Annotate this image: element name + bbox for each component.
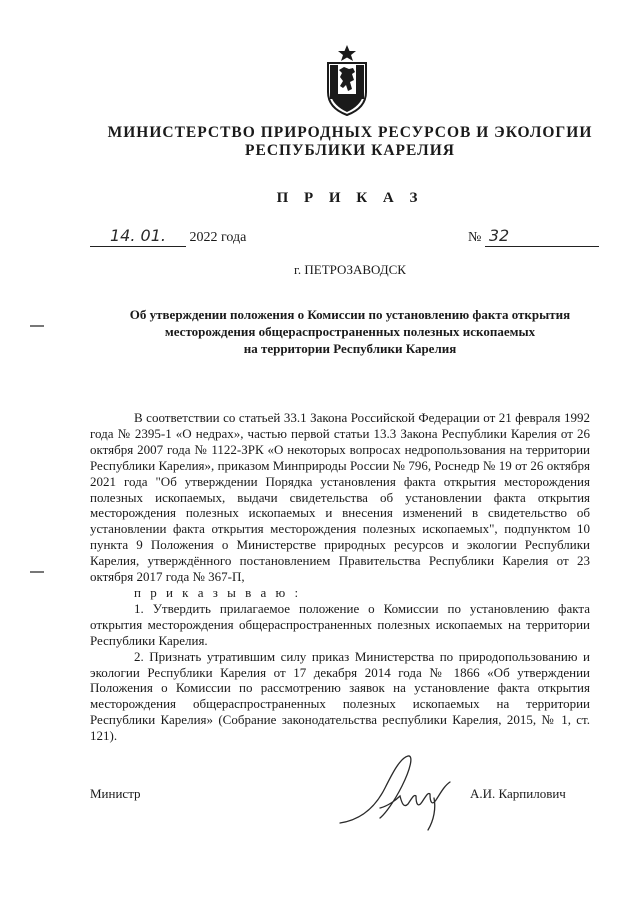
handwritten-date: 14. 01. [110,226,166,245]
order-word: п р и к а з ы в а ю : [134,584,302,600]
document-type-title: П Р И К А З [276,190,424,206]
order-item-2: 2. Признать утратившим силу приказ Министерства по природопользованию и экологии Республики Карелия от 17 декабря 2014 года № 1866 «Об утверждении Положения о Комиссии по рассмотрению заявок на установление факта открытия месторождения общераспространенных полезных ископаемых на территории Республики Карелия» (Собрание законодательства республики Карелия, 2015, № 1, ст. 121). [90,648,590,744]
handwritten-signature-icon [330,748,470,838]
number-label: № [468,230,482,245]
subject-line-2: месторождения общераспространенных полезных ископаемых [164,324,536,339]
order-year: 2022 года [186,230,247,245]
ministry-name-line-2: РЕСПУБЛИКИ КАРЕЛИЯ [245,142,455,159]
karelia-coat-of-arms-icon [322,44,372,116]
subject-line-1: Об утверждении положения о Комиссии по установлению факта открытия [129,307,571,322]
signatory-name: А.И. Карпилович [470,786,566,801]
margin-mark [30,325,44,327]
signatory-title: Министр [90,786,141,801]
ministry-name-line-1: МИНИСТЕРСТВО ПРИРОДНЫХ РЕСУРСОВ И ЭКОЛОГИИ [107,124,593,141]
order-body [90,410,590,744]
order-subject [70,306,630,357]
order-number [468,226,599,247]
city-name: г. ПЕТРОЗАВОДСК [294,262,406,277]
order-item-1: 1. Утвердить прилагаемое положение о Комиссии по установлению факта открытия месторождения общераспространенных полезных ископаемых на территории Республики Карелия. [90,600,590,648]
subject-line-3: на территории Республики Карелия [243,341,457,356]
margin-mark [30,571,44,573]
handwritten-number: 32 [488,226,510,245]
preamble-paragraph: В соответствии со статьей 33.1 Закона Российской Федерации от 21 февраля 1992 года № 2395-1 «О недрах», частью первой статьи 13.3 Закона Республики Карелия от 26 октября 2007 года № 1122-ЗРК «О некоторых вопросах недропользования на территории Республики Карелия», приказом Минприроды России № 796, Роснедр № 19 от 26 октября 2021 года "Об утверждении Порядка установления факта открытия месторождения полезных ископаемых, выдачи свидетельства об установлении факта открытия месторождения полезных ископаемых и внесения изменений в свидетельство об установлении факта открытия месторождения полезных ископаемых", подпунктом 10 пункта 9 Положения о Министерстве природных ресурсов и экологии Республики Карелия, утверждённого постановлением Правительства Республики Карелия от 23 октября 2017 года № 367-П, [90,410,590,585]
order-date [90,226,246,247]
